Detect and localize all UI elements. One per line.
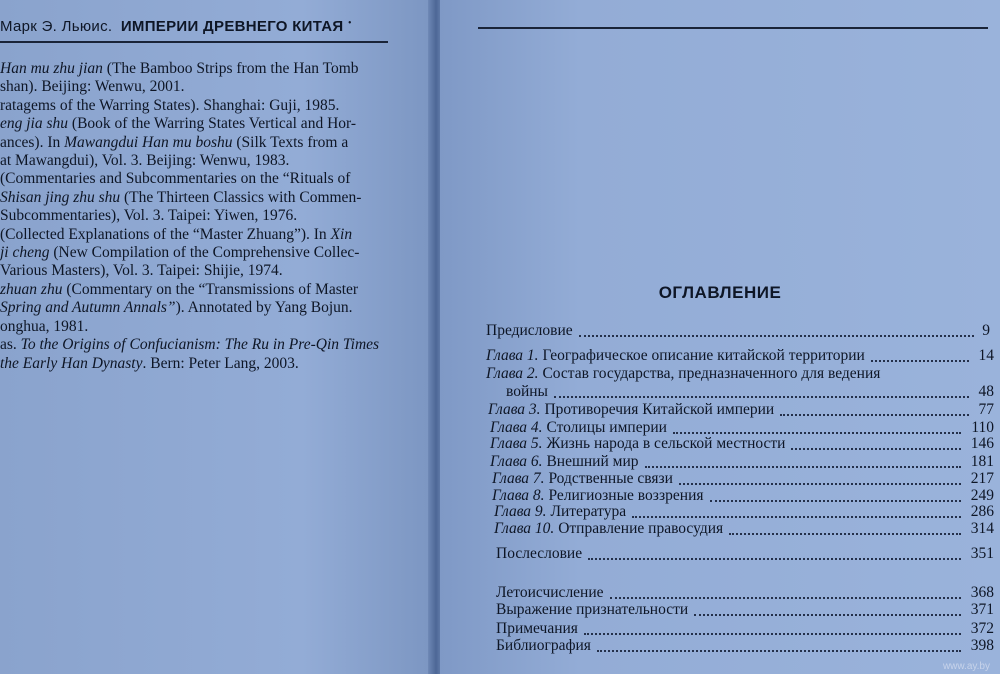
toc-entry-label [494, 520, 723, 538]
chapter-title: Жизнь народа в сельской местности [546, 435, 786, 452]
bibliography-italic: ji cheng [0, 244, 50, 262]
toc-entry-label [490, 435, 785, 453]
bibliography-text: ances). In [0, 133, 65, 151]
chapter-title: Литература [550, 503, 627, 520]
bibliography-italic: eng jia shu [0, 115, 69, 133]
toc-page-number: 249 [970, 487, 994, 504]
chapter-title: Столицы империи [546, 419, 667, 436]
bibliography-text: at Mawangdui), Vol. 3. Beijing: Wenwu, 1983. [0, 152, 290, 170]
bibliography-text: (The Bamboo Strips from the Han Tomb [102, 60, 359, 77]
toc-entry-label [486, 322, 573, 340]
chapter-prefix: Глава 5. [490, 435, 543, 452]
toc-entry-label [496, 620, 578, 638]
toc-dot-leader [584, 633, 961, 635]
toc-dot-leader [579, 335, 974, 337]
toc-dot-leader [673, 432, 961, 434]
toc-page-number: 351 [970, 545, 994, 562]
toc-dot-leader [588, 558, 961, 560]
toc-page-number: 368 [970, 584, 994, 601]
bibliography-text: Various Masters), Vol. 3. Taipei: Shijie, 1974. [0, 262, 283, 280]
print-dot: • [348, 18, 352, 29]
toc-page-number: 77 [978, 401, 994, 418]
chapter-title: Примечания [496, 620, 578, 637]
bibliography-text: as. [0, 336, 21, 354]
toc-entry-label [486, 365, 880, 383]
running-head-title: ИМПЕРИИ ДРЕВНЕГО КИТАЯ [120, 18, 344, 35]
bibliography-italic: Mawangdui Han mu boshu [64, 133, 233, 151]
chapter-title: Противоречия Китайской империи [544, 401, 775, 418]
bibliography-text: onghua, 1981. [0, 317, 89, 335]
chapter-title: Внешний мир [546, 453, 639, 470]
toc-entry-label [494, 503, 626, 521]
chapter-prefix: Глава 6. [490, 453, 543, 470]
toc-page-number: 372 [970, 620, 994, 637]
toc-page-number: 9 [982, 322, 990, 339]
chapter-title: Послесловие [496, 545, 583, 562]
bibliography-text: ). Annotated by Yang Bojun. [175, 299, 353, 317]
chapter-title: Религиозные воззрения [548, 487, 704, 504]
toc-title: ОГЛАВЛЕНИЕ [658, 283, 782, 302]
bibliography-italic: Shisan jing zhu shu [0, 188, 121, 206]
bibliography-text: . Bern: Peter Lang, 2003. [142, 354, 299, 372]
toc-dot-leader [679, 483, 961, 485]
toc-entry-label [486, 347, 865, 365]
toc-dot-leader [554, 396, 969, 398]
chapter-prefix: Глава 7. [492, 470, 545, 487]
chapter-prefix: Глава 1. [486, 347, 539, 364]
bibliography-italic: zhuan zhu [0, 280, 63, 298]
toc-entry-label [492, 470, 673, 488]
toc-dot-leader [791, 448, 961, 450]
toc-dot-leader [632, 516, 961, 518]
toc-dot-leader [780, 414, 969, 416]
bibliography-text: shan). Beijing: Wenwu, 2001. [0, 78, 185, 96]
chapter-title: Состав государства, предназначенного для ведения [542, 365, 881, 382]
chapter-prefix: Глава 8. [492, 487, 545, 504]
bibliography-text: ratagems of the Warring States). Shanghai: Guji, 1985. [0, 96, 340, 114]
bibliography-text: (Book of the Warring States Vertical and Hor- [68, 115, 357, 133]
toc-dot-leader [694, 614, 961, 616]
toc-entry-label [496, 545, 582, 563]
toc-entry-label [496, 601, 688, 619]
toc-page-number: 398 [970, 637, 994, 654]
toc-dot-leader [871, 360, 969, 362]
bibliography-italic: the Early Han Dynasty [0, 354, 143, 372]
bibliography-text: (Commentary on the “Transmissions of Master [62, 280, 359, 298]
bibliography-italic: Spring and Autumn Annals” [0, 299, 176, 317]
bibliography-text: (New Compilation of the Comprehensive Collec- [49, 244, 360, 262]
bibliography-text: (Silk Texts from a [232, 133, 349, 151]
bibliography-italic: To the Origins of Confucianism: The Ru in Pre-Qin Times [20, 336, 380, 354]
watermark: www.ay.by [942, 661, 990, 672]
toc-page-number: 181 [970, 453, 994, 470]
toc-dot-leader [610, 597, 961, 599]
toc-entry-label [488, 401, 774, 419]
chapter-title-continuation: войны [506, 383, 548, 400]
running-head-author: Марк Э. Льюис. [0, 18, 113, 35]
chapter-title: Географическое описание китайской территории [542, 347, 865, 364]
bibliography-text: (Commentaries and Subcommentaries on the “Rituals of [0, 170, 351, 188]
toc-page-number: 217 [970, 470, 994, 487]
toc-page-number: 146 [970, 435, 994, 452]
toc-dot-leader [729, 533, 961, 535]
chapter-title: Выражение признательности [496, 601, 689, 618]
toc-dot-leader [597, 650, 961, 652]
toc-page-number: 110 [971, 419, 994, 436]
chapter-prefix: Глава 2. [486, 365, 539, 382]
bibliography-text: (Collected Explanations of the “Master Zhuang”). In [0, 225, 331, 243]
toc-dot-leader [645, 466, 961, 468]
chapter-prefix: Глава 3. [488, 401, 541, 418]
chapter-prefix: Глава 9. [494, 503, 547, 520]
toc-page-number: 14 [978, 347, 994, 364]
toc-entry-label [490, 453, 639, 471]
bibliography-text: Subcommentaries), Vol. 3. Taipei: Yiwen, 1976. [0, 207, 298, 225]
toc-entry-label [496, 637, 591, 655]
toc-dot-leader [710, 500, 961, 502]
chapter-title: Библиография [496, 637, 591, 654]
bibliography-text: (The Thirteen Classics with Commen- [120, 188, 362, 206]
bibliography-italic: Xin [330, 225, 353, 243]
chapter-title: Предисловие [486, 322, 573, 339]
chapter-title: Отправление правосудия [558, 520, 724, 537]
chapter-title: Летоисчисление [496, 584, 604, 601]
toc-page-number: 371 [970, 601, 994, 618]
chapter-title: Родственные связи [548, 470, 673, 487]
bibliography-italic: Han mu zhu jian [0, 60, 103, 77]
toc-entry-label [496, 584, 604, 602]
chapter-prefix: Глава 4. [490, 419, 543, 436]
toc-page-number: 314 [970, 520, 994, 537]
chapter-prefix: Глава 10. [494, 520, 555, 537]
toc-page-number: 286 [970, 503, 994, 520]
toc-page-number: 48 [978, 383, 994, 400]
